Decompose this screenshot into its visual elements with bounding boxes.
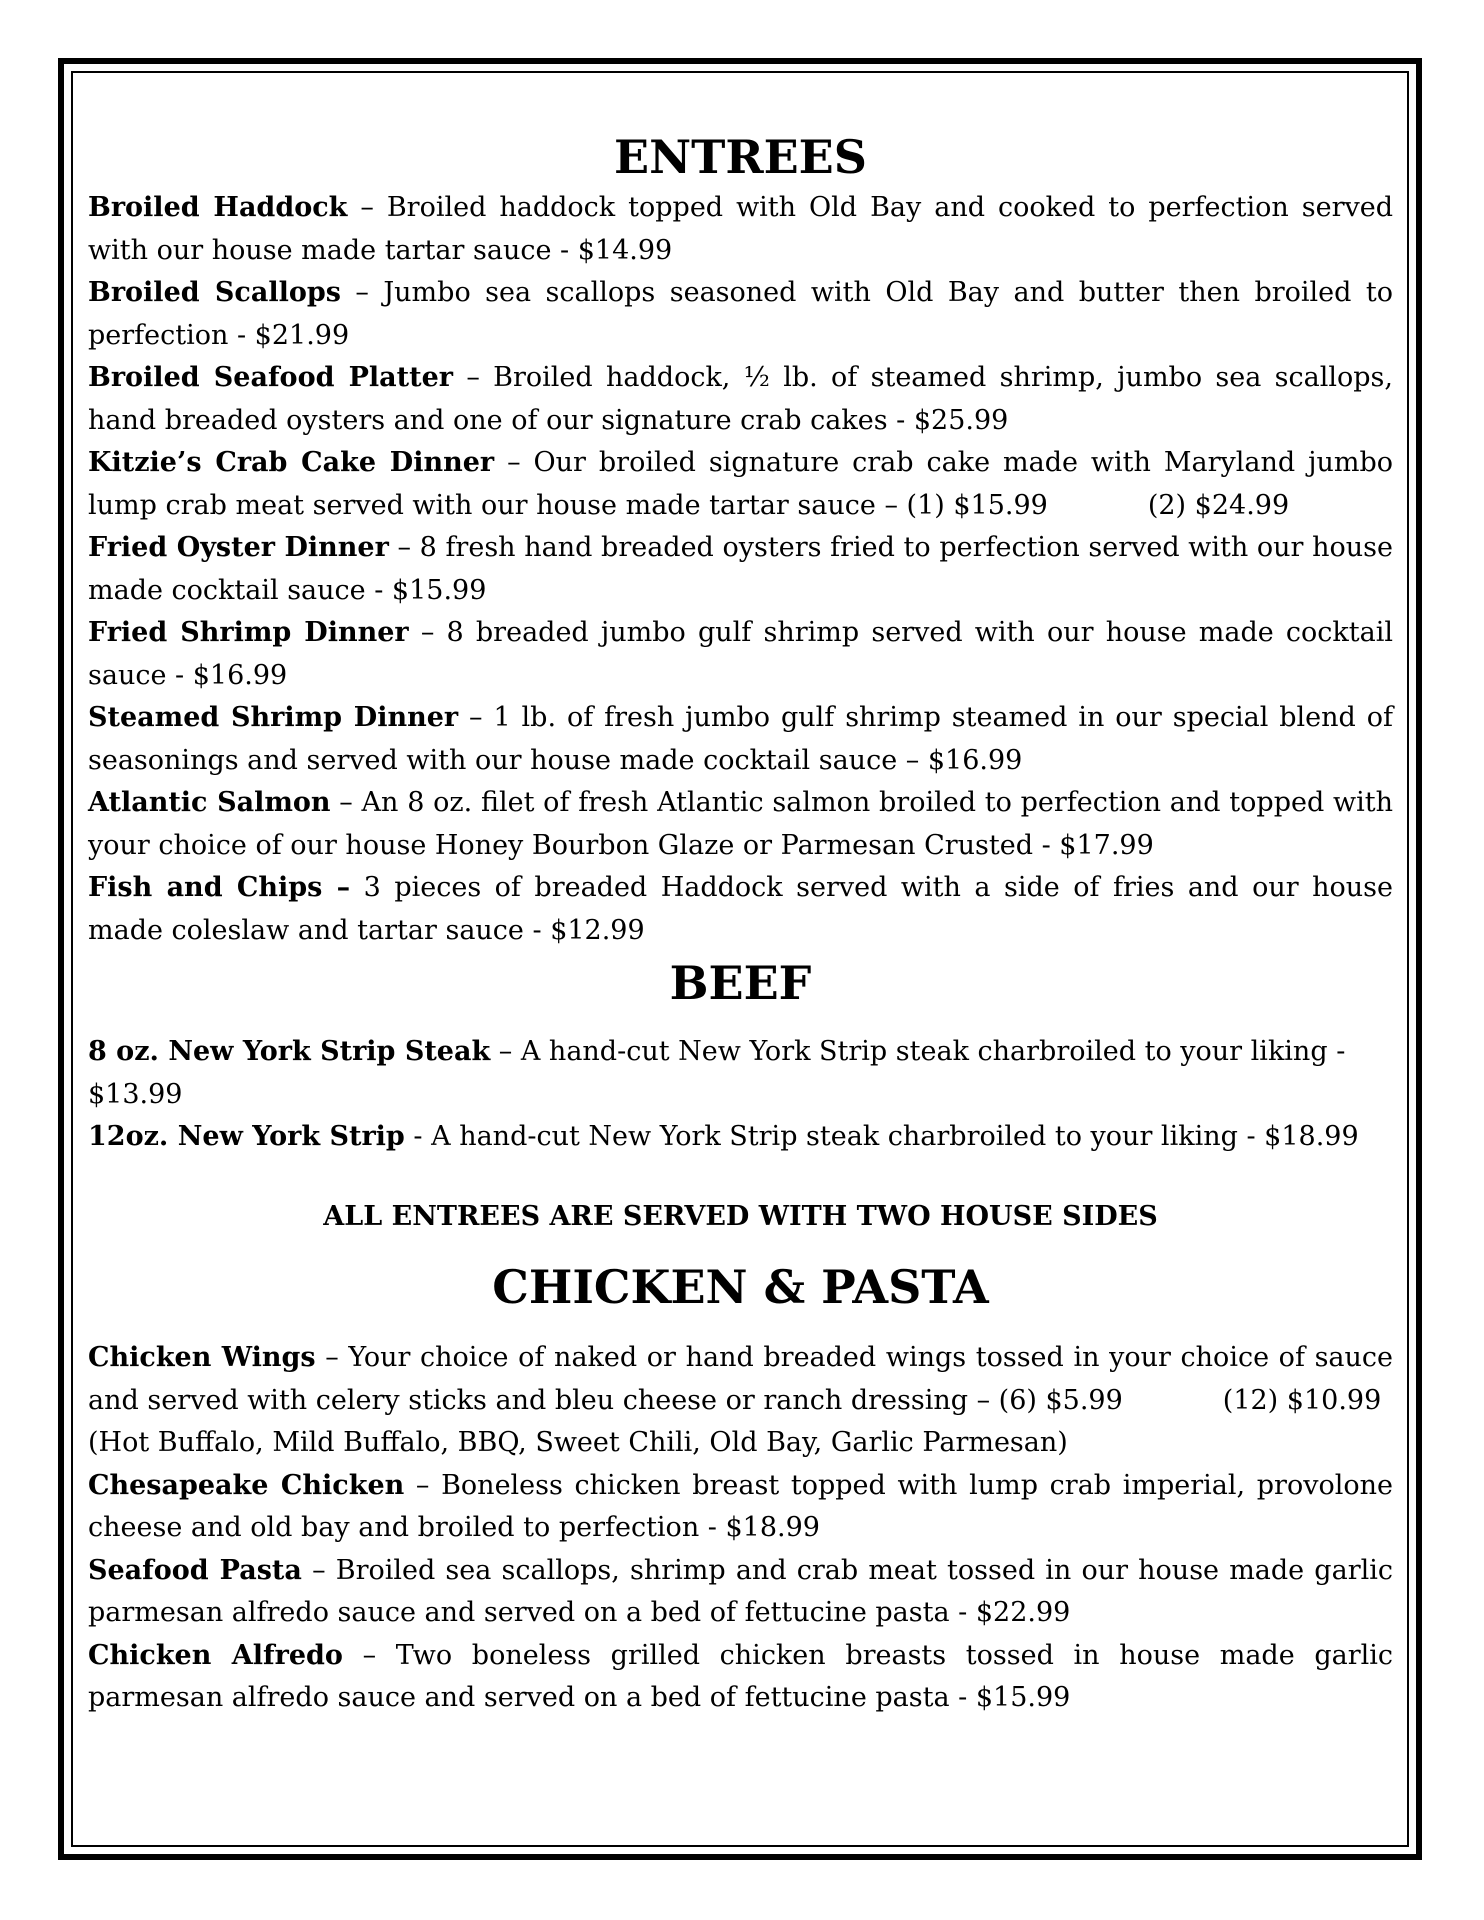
menu-item-fried-oyster-dinner — [88, 527, 1393, 612]
menu-item-seafood-pasta — [88, 1550, 1393, 1635]
menu-content — [88, 130, 1393, 1720]
menu-item-12oz-strip — [88, 1116, 1393, 1159]
item-name: Kitzie’s Crab Cake Dinner — [88, 447, 495, 479]
item-price-option: (12) $10.99 — [1222, 1384, 1382, 1416]
item-description: – 1 lb. of fresh jumbo gulf shrimp steamed in our special blend of seasonings and served with our house made cocktail sauce – $16.99 — [88, 702, 1393, 776]
item-name: Fish and Chips – — [88, 872, 351, 904]
item-description: 3 pieces of breaded Haddock served with a side of fries and our house made coleslaw and tartar sauce - $12.99 — [88, 872, 1393, 946]
item-description: – An 8 oz. filet of fresh Atlantic salmon broiled to perfection and topped with your choice of our house Honey Bourbon Glaze or Parmesan Crusted - $17.99 — [88, 787, 1393, 861]
item-name: Chesapeake Chicken — [88, 1469, 405, 1501]
menu-item-crab-cake-dinner — [88, 442, 1393, 527]
wing-sauce-options: (Hot Buffalo, Mild Buffalo, BBQ, Sweet Chili, Old Bay, Garlic Parmesan) — [88, 1427, 1068, 1459]
entrees-heading: ENTREES — [614, 130, 867, 184]
item-name: Fried Oyster Dinner — [88, 532, 389, 564]
item-description: – 8 breaded jumbo gulf shrimp served with our house made cocktail sauce - $16.99 — [88, 617, 1394, 691]
item-description: – Our broiled signature crab cake made with Maryland jumbo lump crab meat served with our house made tartar sauce – (1) $15.99 — [88, 447, 1393, 521]
menu-item-chicken-alfredo — [88, 1635, 1393, 1720]
menu-item-broiled-scallops — [88, 272, 1393, 357]
item-name: 8 oz. New York Strip Steak — [88, 1036, 491, 1068]
item-name: Fried Shrimp Dinner — [88, 617, 409, 649]
beef-heading: BEEF — [669, 956, 812, 1011]
item-name: Seafood Pasta — [88, 1554, 302, 1586]
menu-item-fish-and-chips — [88, 867, 1393, 952]
item-description: – Jumbo sea scallops seasoned with Old Bay and butter then broiled to perfection - $21.99 — [88, 277, 1393, 351]
item-description: – Boneless chicken breast topped with lump crab imperial, provolone cheese and old bay and broiled to perfection - $18.99 — [88, 1469, 1393, 1544]
item-description: – Broiled haddock topped with Old Bay and cooked to perfection served with our house made tartar sauce - $14.99 — [88, 192, 1393, 266]
item-description: – A hand-cut New York Strip steak charbroiled to your liking - $13.99 — [88, 1036, 1346, 1110]
item-name: Atlantic Salmon — [88, 787, 331, 819]
item-description: – Broiled sea scallops, shrimp and crab meat tossed in our house made garlic parmesan alfredo sauce and served on a bed of fettucine pasta - $22.99 — [88, 1554, 1393, 1629]
item-name: 12oz. New York Strip — [88, 1121, 405, 1153]
menu-item-chicken-wings — [88, 1337, 1393, 1422]
menu-item-steamed-shrimp-dinner — [88, 697, 1393, 782]
menu-item-chesapeake-chicken — [88, 1465, 1393, 1550]
item-description: – 8 fresh hand breaded oysters fried to perfection served with our house made cocktail sauce - $15.99 — [88, 532, 1393, 606]
item-name: Broiled Scallops — [88, 277, 341, 309]
menu-item-broiled-haddock — [88, 187, 1393, 272]
sides-notice: ALL ENTREES ARE SERVED WITH TWO HOUSE SIDES — [323, 1200, 1158, 1232]
menu-item-broiled-seafood-platter — [88, 357, 1393, 442]
item-description: – Broiled haddock, ½ lb. of steamed shrimp, jumbo sea scallops, hand breaded oysters and one of our signature crab cakes - $25.99 — [88, 362, 1393, 436]
item-name: Chicken Alfredo — [88, 1639, 343, 1671]
menu-item-atlantic-salmon — [88, 782, 1393, 867]
item-description: – Two boneless grilled chicken breasts tossed in house made garlic parmesan alfredo sauce and served on a bed of fettucine pasta - $15.99 — [88, 1639, 1394, 1714]
item-name: Steamed Shrimp Dinner — [88, 702, 459, 734]
menu-item-fried-shrimp-dinner — [88, 612, 1393, 697]
item-name: Broiled Seafood Platter — [88, 362, 453, 394]
menu-item-8oz-strip-steak — [88, 1031, 1393, 1116]
item-price-option: (2) $24.99 — [1147, 489, 1290, 521]
item-description: - A hand-cut New York Strip steak charbroiled to your liking - $18.99 — [404, 1121, 1359, 1153]
item-name: Chicken Wings — [88, 1342, 316, 1374]
chicken-pasta-heading: CHICKEN & PASTA — [492, 1259, 989, 1314]
item-description: – Your choice of naked or hand breaded wings tossed in your choice of sauce and served with celery sticks and bleu cheese or ranch dressing – (6) $5.99 — [88, 1342, 1394, 1416]
item-name: Broiled Haddock — [88, 192, 348, 224]
